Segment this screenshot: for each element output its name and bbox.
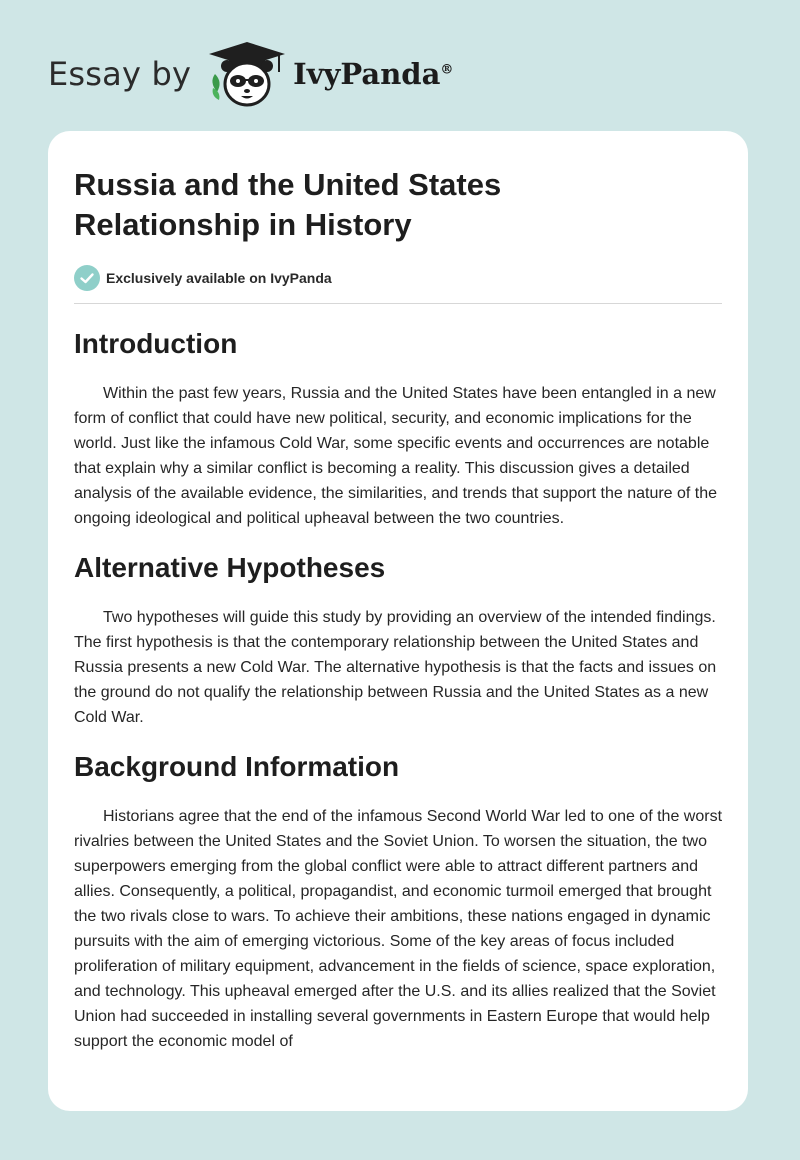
section-paragraph-introduction: Within the past few years, Russia and the United States have been entangled in a new form of conflict that could have new political, security, and economic implications for the world. Just like the infamous Cold War, some specific events and occurrences are notable that explain why a similar conflict is becoming a reality. This discussion gives a detailed analysis of the available evidence, the similarities, and trends that support the nature of the ongoing ideological and political upheaval between the two countries. — [74, 385, 718, 527]
section-paragraph-alternative-hypotheses: Two hypotheses will guide this study by providing an overview of the intended findings. The first hypothesis is that the contemporary relationship between the United States and Russia presents a new Cold War. The alternative hypothesis is that the facts and issues on the ground do not qualify the relationship between Russia and the United States as a new Cold War. — [74, 609, 717, 726]
site-header — [48, 38, 453, 110]
check-circle-icon — [74, 265, 100, 291]
section-paragraph-background-information: Historians agree that the end of the infamous Second World War led to one of the worst rivalries between the United States and the Soviet Union. To worsen the situation, the two superpowers emerging from the global conflict were able to attract different partners and allies. Consequently, a political, propagandist, and economic turmoil emerged that brought the two rivals close to wars. To achieve their ambitions, these nations engaged in dynamic pursuits with the aim of emerging victorious. Some of the key areas of focus included proliferation of military equipment, advancement in the fields of science, space exploration, and technology. This upheaval emerged after the U.S. and its allies realized that the Soviet Union had succeeded in installing several governments in Eastern Europe that would help support the economic model of — [74, 808, 723, 1050]
essay-by-label: Essay by — [48, 55, 192, 93]
section-heading-background-information: Background Information — [74, 751, 400, 782]
divider — [74, 303, 722, 304]
exclusive-badge — [74, 265, 722, 291]
essay-title: Russia and the United States Relationship in History — [74, 167, 502, 242]
panda-graduate-logo-icon[interactable] — [205, 38, 289, 110]
exclusive-badge-label: Exclusively available on IvyPanda — [106, 270, 332, 286]
brand-name-text: IvyPanda — [293, 57, 441, 91]
ivypanda-wordmark[interactable] — [293, 57, 453, 91]
essay-card — [48, 131, 748, 1111]
section-heading-alternative-hypotheses: Alternative Hypotheses — [74, 552, 386, 583]
registered-mark: ® — [440, 62, 454, 78]
section-heading-introduction: Introduction — [74, 328, 238, 359]
